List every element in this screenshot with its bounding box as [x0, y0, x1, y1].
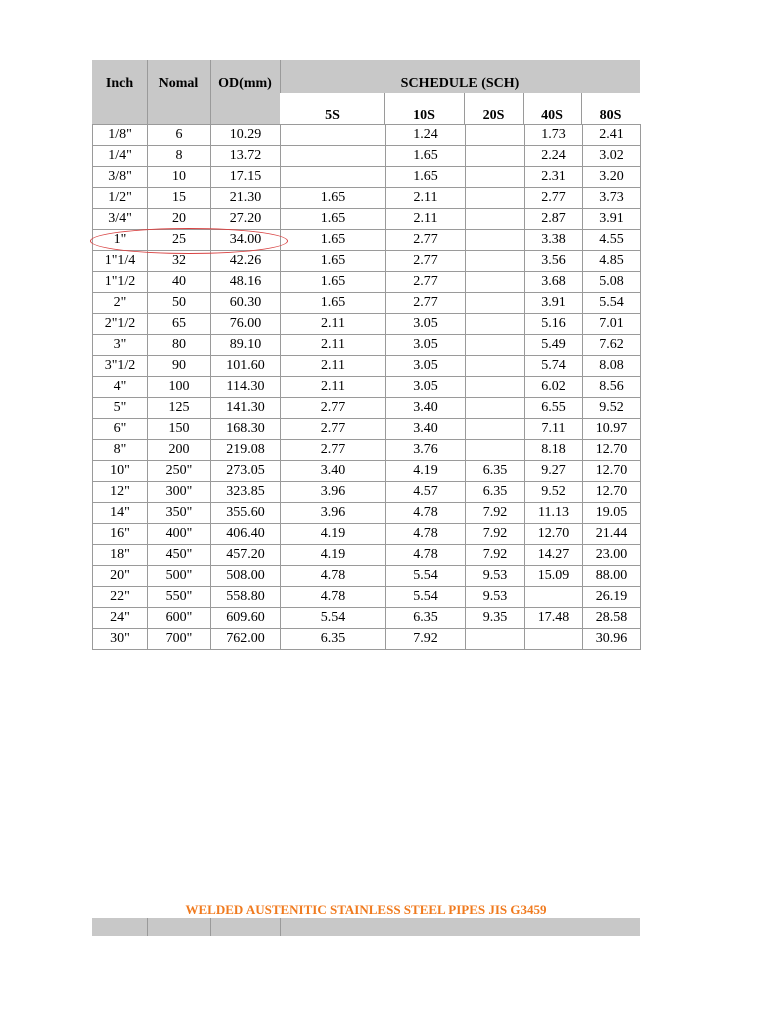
cell-nomal: 25 — [148, 230, 211, 251]
table-row — [93, 545, 641, 566]
cell-sch-5s: 1.65 — [281, 209, 386, 230]
cell-sch-20s — [466, 167, 525, 188]
cell-sch-5s: 4.19 — [281, 524, 386, 545]
cell-inch: 12" — [93, 482, 148, 503]
cell-od: 60.30 — [211, 293, 281, 314]
cell-inch: 1/4" — [93, 146, 148, 167]
cell-sch-10s: 1.65 — [386, 167, 466, 188]
cell-sch-10s: 1.65 — [386, 146, 466, 167]
cell-sch-80s: 7.62 — [583, 335, 641, 356]
cell-sch-10s: 3.40 — [386, 419, 466, 440]
cell-nomal: 250" — [148, 461, 211, 482]
table-row — [93, 461, 641, 482]
cell-sch-10s: 2.77 — [386, 251, 466, 272]
cell-sch-10s: 5.54 — [386, 566, 466, 587]
cell-sch-10s: 4.57 — [386, 482, 466, 503]
cell-sch-20s: 9.53 — [466, 587, 525, 608]
cell-od: 101.60 — [211, 356, 281, 377]
cell-inch: 18" — [93, 545, 148, 566]
cell-inch: 1/8" — [93, 125, 148, 146]
cell-od: 558.80 — [211, 587, 281, 608]
cell-nomal: 200 — [148, 440, 211, 461]
cell-od: 762.00 — [211, 629, 281, 650]
cell-nomal: 65 — [148, 314, 211, 335]
cell-sch-20s: 6.35 — [466, 482, 525, 503]
cell-sch-10s: 2.11 — [386, 209, 466, 230]
cell-sch-20s — [466, 125, 525, 146]
cell-sch-20s: 9.53 — [466, 566, 525, 587]
cell-nomal: 150 — [148, 419, 211, 440]
cell-sch-20s: 7.92 — [466, 545, 525, 566]
cell-sch-20s — [466, 398, 525, 419]
header-nomal: Nomal — [158, 76, 199, 91]
cell-sch-80s: 5.08 — [583, 272, 641, 293]
cell-od: 323.85 — [211, 482, 281, 503]
header-inch: Inch — [105, 76, 134, 91]
cell-sch-10s: 2.77 — [386, 230, 466, 251]
cell-sch-80s: 3.91 — [583, 209, 641, 230]
cell-nomal: 8 — [148, 146, 211, 167]
cell-sch-10s: 3.40 — [386, 398, 466, 419]
table-row — [93, 587, 641, 608]
cell-inch: 24" — [93, 608, 148, 629]
cell-sch-80s: 3.02 — [583, 146, 641, 167]
cell-sch-80s: 28.58 — [583, 608, 641, 629]
cell-sch-5s: 1.65 — [281, 188, 386, 209]
cell-sch-80s: 10.97 — [583, 419, 641, 440]
cell-sch-10s: 4.78 — [386, 545, 466, 566]
table-row — [93, 335, 641, 356]
cell-sch-40s: 1.73 — [525, 125, 583, 146]
cell-sch-20s — [466, 146, 525, 167]
table-row — [93, 146, 641, 167]
cell-nomal: 125 — [148, 398, 211, 419]
cell-nomal: 700" — [148, 629, 211, 650]
header-divider — [147, 60, 148, 124]
table-row — [93, 503, 641, 524]
cell-nomal: 6 — [148, 125, 211, 146]
cell-od: 34.00 — [211, 230, 281, 251]
cell-sch-40s: 2.31 — [525, 167, 583, 188]
cell-sch-20s: 6.35 — [466, 461, 525, 482]
cell-sch-20s — [466, 335, 525, 356]
header-sch-40s: 40S — [541, 108, 563, 123]
cell-inch: 20" — [93, 566, 148, 587]
table-row — [93, 230, 641, 251]
table-row — [93, 167, 641, 188]
cell-sch-5s — [281, 125, 386, 146]
cell-sch-40s: 3.91 — [525, 293, 583, 314]
cell-sch-80s: 12.70 — [583, 461, 641, 482]
cell-sch-80s: 3.73 — [583, 188, 641, 209]
cell-sch-10s: 7.92 — [386, 629, 466, 650]
cell-sch-40s — [525, 587, 583, 608]
cell-inch: 22" — [93, 587, 148, 608]
footer-title: WELDED AUSTENITIC STAINLESS STEEL PIPES JIS G3459 — [185, 902, 547, 917]
footer-divider — [147, 918, 148, 936]
cell-sch-20s — [466, 419, 525, 440]
cell-sch-40s: 8.18 — [525, 440, 583, 461]
cell-sch-40s: 2.87 — [525, 209, 583, 230]
cell-sch-10s: 4.78 — [386, 503, 466, 524]
cell-sch-5s: 2.77 — [281, 440, 386, 461]
cell-nomal: 20 — [148, 209, 211, 230]
cell-sch-5s: 2.77 — [281, 419, 386, 440]
cell-sch-5s: 1.65 — [281, 293, 386, 314]
cell-inch: 3"1/2 — [93, 356, 148, 377]
cell-inch: 1/2" — [93, 188, 148, 209]
cell-od: 21.30 — [211, 188, 281, 209]
cell-sch-10s: 3.05 — [386, 335, 466, 356]
cell-inch: 5" — [93, 398, 148, 419]
cell-sch-80s: 3.20 — [583, 167, 641, 188]
cell-inch: 16" — [93, 524, 148, 545]
header-schedule: SCHEDULE (SCH) — [400, 76, 520, 91]
cell-sch-40s: 5.74 — [525, 356, 583, 377]
cell-sch-10s: 3.05 — [386, 356, 466, 377]
cell-sch-40s: 3.68 — [525, 272, 583, 293]
cell-od: 219.08 — [211, 440, 281, 461]
cell-sch-20s — [466, 440, 525, 461]
cell-sch-80s: 30.96 — [583, 629, 641, 650]
cell-nomal: 300" — [148, 482, 211, 503]
cell-inch: 1"1/2 — [93, 272, 148, 293]
cell-inch: 2"1/2 — [93, 314, 148, 335]
cell-sch-5s: 2.11 — [281, 356, 386, 377]
cell-od: 273.05 — [211, 461, 281, 482]
cell-sch-40s: 11.13 — [525, 503, 583, 524]
cell-od: 76.00 — [211, 314, 281, 335]
table-row — [93, 251, 641, 272]
cell-sch-20s — [466, 230, 525, 251]
cell-inch: 6" — [93, 419, 148, 440]
footer-divider — [210, 918, 211, 936]
table-row — [93, 608, 641, 629]
table-row — [93, 377, 641, 398]
cell-sch-20s — [466, 314, 525, 335]
table-row — [93, 188, 641, 209]
cell-sch-80s: 7.01 — [583, 314, 641, 335]
cell-sch-80s: 9.52 — [583, 398, 641, 419]
cell-sch-5s: 3.96 — [281, 503, 386, 524]
cell-sch-80s: 26.19 — [583, 587, 641, 608]
cell-nomal: 10 — [148, 167, 211, 188]
cell-sch-80s: 12.70 — [583, 482, 641, 503]
cell-sch-40s: 3.38 — [525, 230, 583, 251]
cell-sch-80s: 8.08 — [583, 356, 641, 377]
cell-od: 17.15 — [211, 167, 281, 188]
cell-sch-20s — [466, 272, 525, 293]
cell-sch-80s: 88.00 — [583, 566, 641, 587]
table-row — [93, 629, 641, 650]
table-row — [93, 356, 641, 377]
footer-table-header — [92, 918, 640, 936]
cell-sch-20s — [466, 293, 525, 314]
cell-nomal: 32 — [148, 251, 211, 272]
cell-nomal: 500" — [148, 566, 211, 587]
cell-sch-40s: 17.48 — [525, 608, 583, 629]
table-row — [93, 440, 641, 461]
table-row — [93, 398, 641, 419]
cell-sch-10s: 2.77 — [386, 272, 466, 293]
cell-inch: 3" — [93, 335, 148, 356]
cell-inch: 2" — [93, 293, 148, 314]
cell-sch-80s: 21.44 — [583, 524, 641, 545]
header-divider — [210, 60, 211, 124]
cell-sch-20s: 9.35 — [466, 608, 525, 629]
cell-sch-20s — [466, 251, 525, 272]
cell-sch-20s: 7.92 — [466, 524, 525, 545]
cell-inch: 1"1/4 — [93, 251, 148, 272]
table-row — [93, 209, 641, 230]
cell-sch-5s: 3.96 — [281, 482, 386, 503]
table-header — [92, 60, 640, 124]
cell-sch-20s — [466, 629, 525, 650]
pipe-table-body — [93, 125, 641, 650]
table-row — [93, 272, 641, 293]
cell-od: 48.16 — [211, 272, 281, 293]
cell-inch: 3/4" — [93, 209, 148, 230]
cell-nomal: 400" — [148, 524, 211, 545]
cell-sch-40s: 7.11 — [525, 419, 583, 440]
cell-sch-40s: 3.56 — [525, 251, 583, 272]
cell-od: 10.29 — [211, 125, 281, 146]
cell-inch: 8" — [93, 440, 148, 461]
cell-od: 508.00 — [211, 566, 281, 587]
cell-sch-10s: 3.05 — [386, 377, 466, 398]
cell-od: 609.60 — [211, 608, 281, 629]
table-row — [93, 314, 641, 335]
header-sch-5s: 5S — [325, 108, 340, 123]
cell-inch: 30" — [93, 629, 148, 650]
cell-sch-5s: 2.11 — [281, 314, 386, 335]
cell-sch-5s: 4.78 — [281, 587, 386, 608]
header-sch-10s: 10S — [413, 108, 435, 123]
table-row — [93, 125, 641, 146]
cell-inch: 1" — [93, 230, 148, 251]
cell-od: 114.30 — [211, 377, 281, 398]
cell-sch-40s: 9.52 — [525, 482, 583, 503]
cell-od: 168.30 — [211, 419, 281, 440]
cell-sch-40s: 2.77 — [525, 188, 583, 209]
cell-sch-80s: 4.55 — [583, 230, 641, 251]
cell-sch-10s: 4.78 — [386, 524, 466, 545]
pipe-schedule-table — [92, 124, 641, 650]
cell-sch-10s: 3.05 — [386, 314, 466, 335]
cell-sch-40s: 5.49 — [525, 335, 583, 356]
cell-sch-5s: 4.78 — [281, 566, 386, 587]
cell-sch-5s: 2.11 — [281, 377, 386, 398]
cell-sch-40s: 2.24 — [525, 146, 583, 167]
cell-nomal: 100 — [148, 377, 211, 398]
table-row — [93, 524, 641, 545]
cell-sch-10s: 6.35 — [386, 608, 466, 629]
cell-od: 141.30 — [211, 398, 281, 419]
cell-sch-5s: 1.65 — [281, 251, 386, 272]
schedule-subheader — [280, 93, 640, 124]
cell-od: 27.20 — [211, 209, 281, 230]
cell-sch-20s: 7.92 — [466, 503, 525, 524]
cell-sch-40s: 5.16 — [525, 314, 583, 335]
cell-sch-40s: 15.09 — [525, 566, 583, 587]
header-sch-80s: 80S — [599, 108, 622, 123]
cell-od: 355.60 — [211, 503, 281, 524]
table-row — [93, 419, 641, 440]
header-od: OD(mm) — [218, 76, 272, 91]
table-row — [93, 293, 641, 314]
cell-nomal: 15 — [148, 188, 211, 209]
cell-nomal: 80 — [148, 335, 211, 356]
cell-sch-5s — [281, 146, 386, 167]
cell-sch-80s: 8.56 — [583, 377, 641, 398]
cell-sch-10s: 2.77 — [386, 293, 466, 314]
cell-sch-80s: 12.70 — [583, 440, 641, 461]
cell-sch-5s: 2.77 — [281, 398, 386, 419]
cell-sch-10s: 4.19 — [386, 461, 466, 482]
cell-sch-5s: 2.11 — [281, 335, 386, 356]
cell-sch-10s: 2.11 — [386, 188, 466, 209]
cell-inch: 14" — [93, 503, 148, 524]
cell-nomal: 550" — [148, 587, 211, 608]
cell-sch-80s: 19.05 — [583, 503, 641, 524]
cell-od: 457.20 — [211, 545, 281, 566]
cell-sch-80s: 4.85 — [583, 251, 641, 272]
cell-sch-80s: 2.41 — [583, 125, 641, 146]
cell-sch-40s: 6.55 — [525, 398, 583, 419]
cell-sch-40s: 6.02 — [525, 377, 583, 398]
cell-sch-20s — [466, 356, 525, 377]
cell-inch: 4" — [93, 377, 148, 398]
cell-sch-5s: 4.19 — [281, 545, 386, 566]
footer-divider — [280, 918, 281, 936]
cell-nomal: 90 — [148, 356, 211, 377]
table-row — [93, 482, 641, 503]
cell-sch-40s: 12.70 — [525, 524, 583, 545]
cell-sch-80s: 5.54 — [583, 293, 641, 314]
cell-nomal: 50 — [148, 293, 211, 314]
cell-sch-5s: 5.54 — [281, 608, 386, 629]
cell-sch-20s — [466, 188, 525, 209]
cell-sch-20s — [466, 377, 525, 398]
cell-sch-20s — [466, 209, 525, 230]
cell-sch-5s: 6.35 — [281, 629, 386, 650]
header-sch-20s: 20S — [482, 108, 505, 123]
table-row — [93, 566, 641, 587]
cell-inch: 3/8" — [93, 167, 148, 188]
cell-sch-5s: 3.40 — [281, 461, 386, 482]
cell-sch-40s: 9.27 — [525, 461, 583, 482]
cell-sch-10s: 1.24 — [386, 125, 466, 146]
cell-inch: 10" — [93, 461, 148, 482]
cell-sch-5s: 1.65 — [281, 272, 386, 293]
cell-od: 89.10 — [211, 335, 281, 356]
cell-od: 406.40 — [211, 524, 281, 545]
cell-nomal: 40 — [148, 272, 211, 293]
cell-sch-5s: 1.65 — [281, 230, 386, 251]
cell-sch-10s: 3.76 — [386, 440, 466, 461]
cell-sch-80s: 23.00 — [583, 545, 641, 566]
cell-nomal: 350" — [148, 503, 211, 524]
cell-sch-5s — [281, 167, 386, 188]
cell-nomal: 450" — [148, 545, 211, 566]
cell-sch-10s: 5.54 — [386, 587, 466, 608]
cell-od: 42.26 — [211, 251, 281, 272]
cell-od: 13.72 — [211, 146, 281, 167]
cell-sch-40s — [525, 629, 583, 650]
cell-sch-40s: 14.27 — [525, 545, 583, 566]
cell-nomal: 600" — [148, 608, 211, 629]
